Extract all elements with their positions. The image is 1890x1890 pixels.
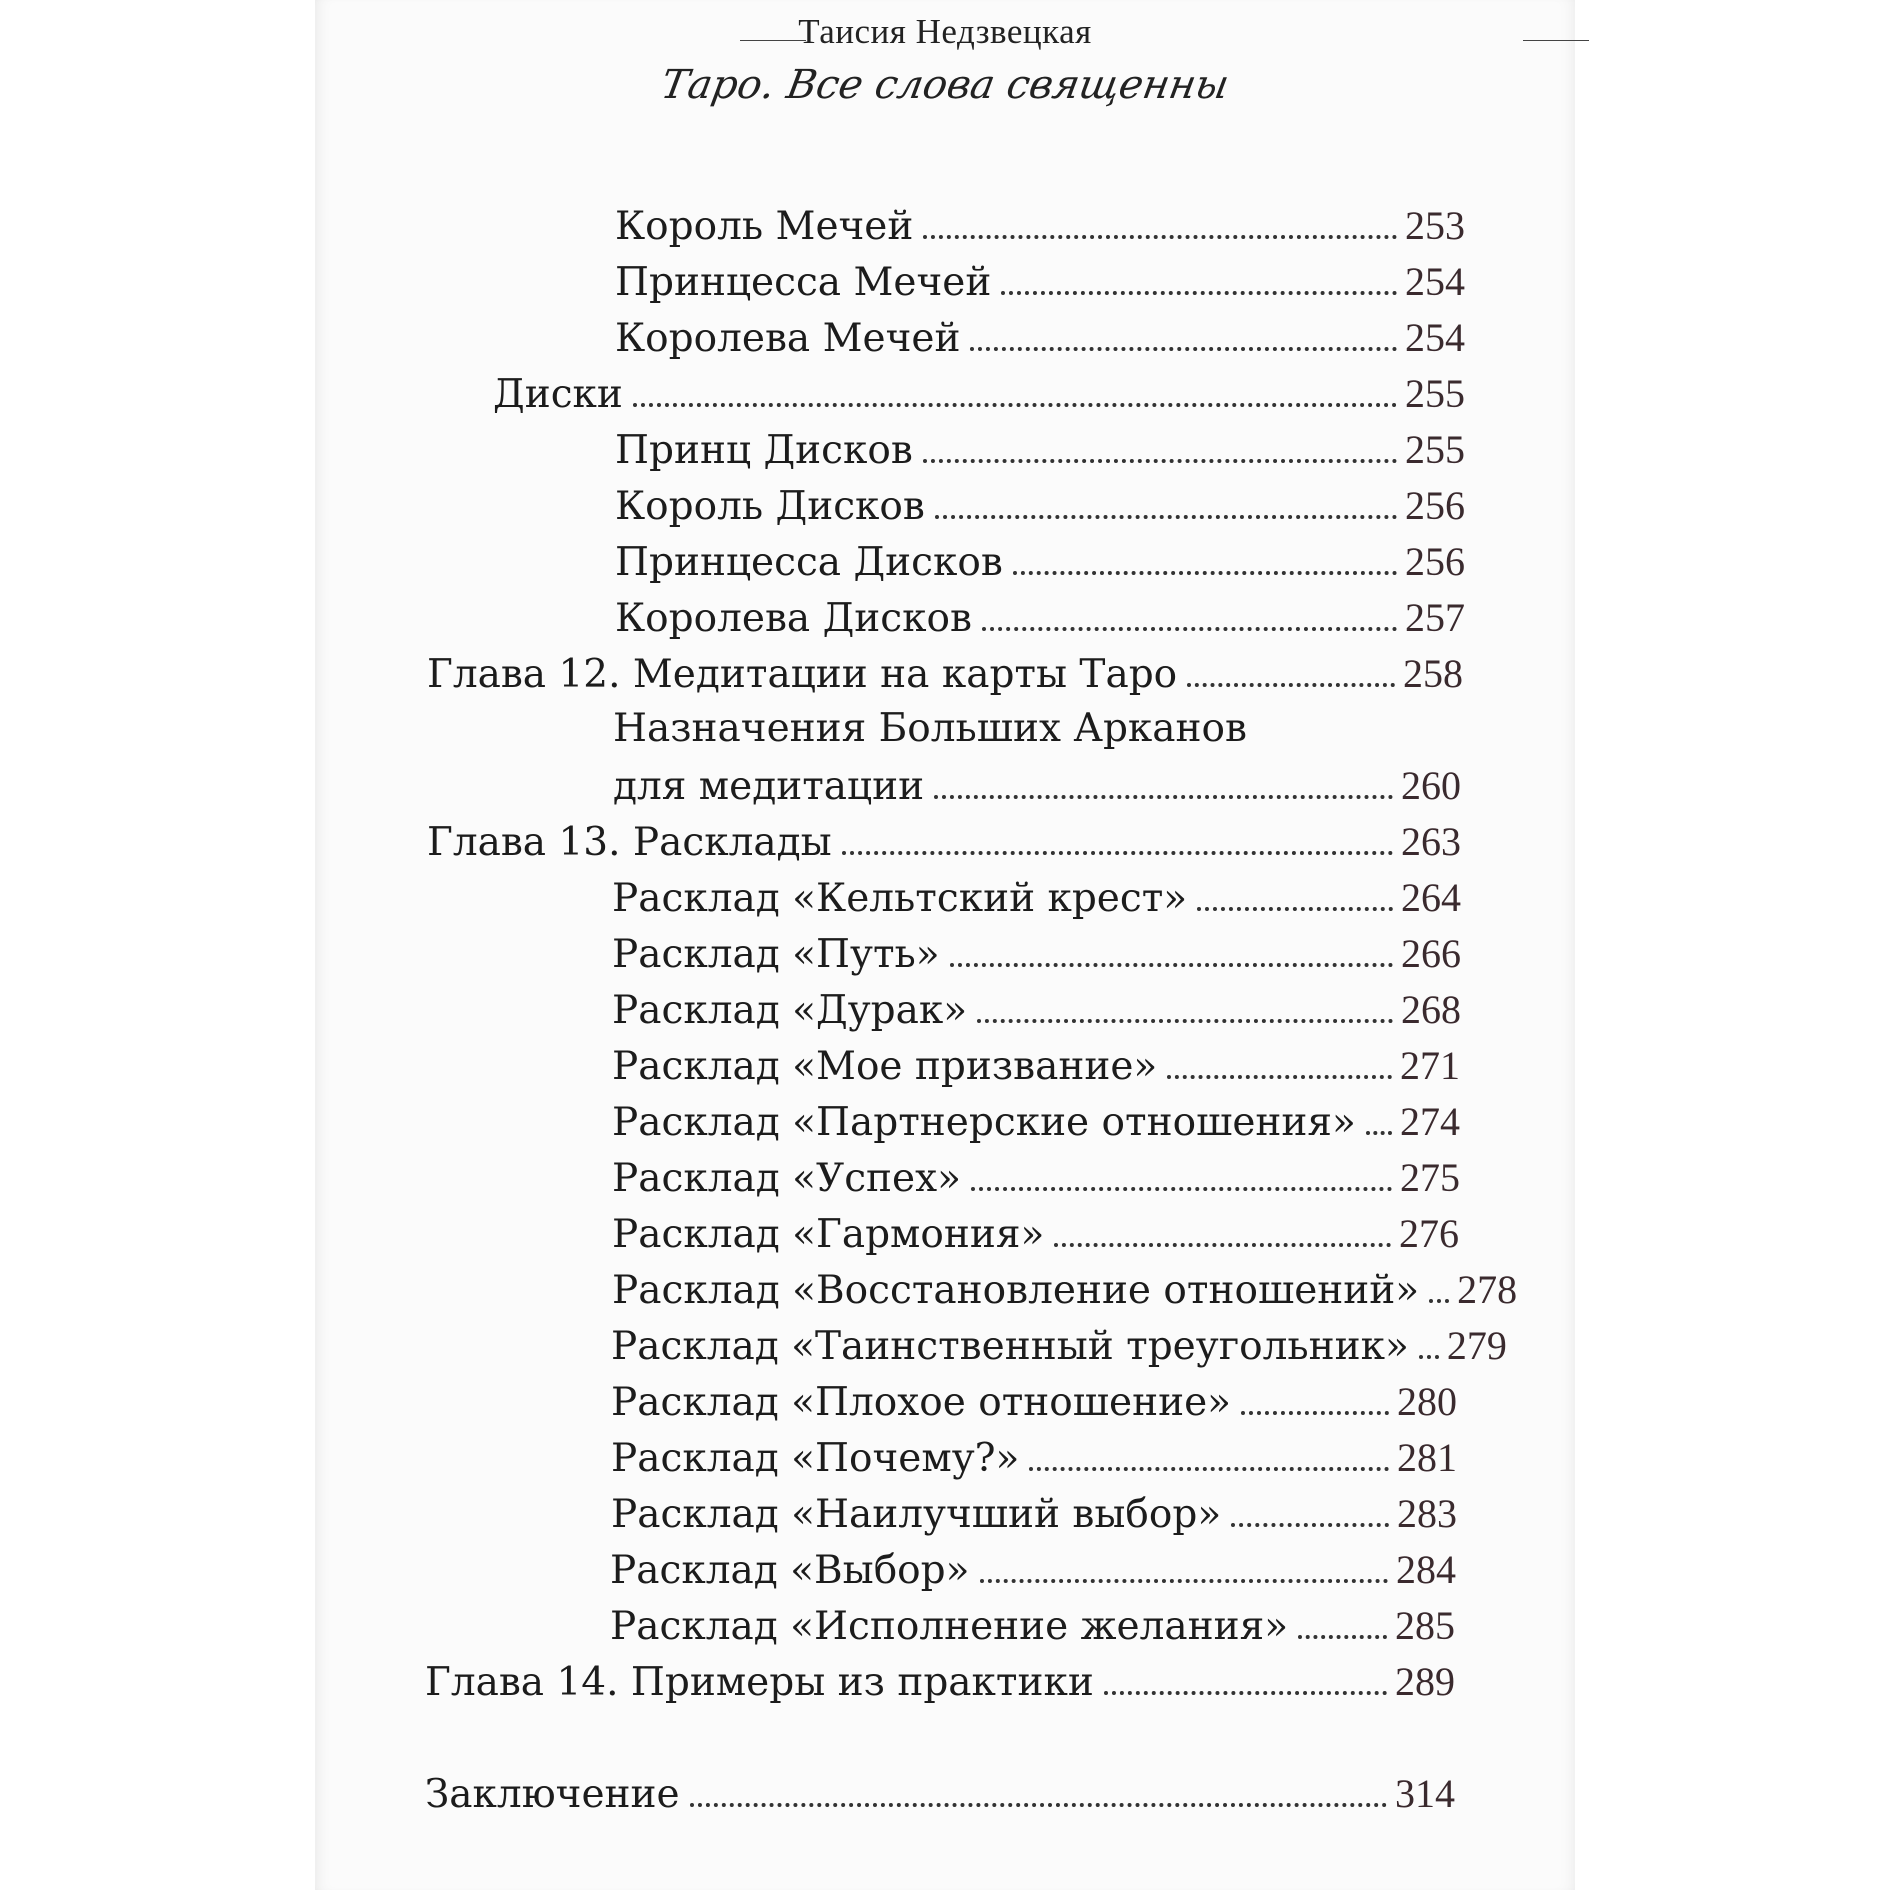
toc-page-number: 266: [1401, 931, 1461, 976]
toc-dot-leader: [1054, 1243, 1391, 1247]
toc-entry-label: Королева Мечей: [615, 316, 961, 361]
toc-entry: [611, 1378, 1457, 1430]
toc-dot-leader: [971, 1187, 1392, 1191]
toc-page-number: 258: [1403, 651, 1463, 696]
toc-entry: [611, 1490, 1457, 1542]
toc-page-number: 255: [1405, 371, 1465, 416]
toc-dot-leader: [934, 795, 1393, 799]
toc-dot-leader: [1167, 1075, 1392, 1079]
toc-entry-label: Принцесса Дисков: [615, 540, 1003, 585]
toc-page-number: 276: [1399, 1211, 1459, 1256]
toc-entry-label: Принцесса Мечей: [615, 260, 992, 305]
toc-entry: [615, 538, 1465, 590]
toc-entry-label: Принц Дисков: [615, 428, 913, 473]
toc-entry: [613, 762, 1461, 814]
toc-dot-leader: [1298, 1635, 1387, 1639]
toc-page-number: 254: [1405, 315, 1465, 360]
toc-page-number: 256: [1405, 483, 1465, 528]
toc-dot-leader: [923, 235, 1397, 239]
toc-entry-label: Расклад «Почему?»: [611, 1436, 1020, 1481]
toc-dot-leader: [1029, 1467, 1389, 1471]
toc-page-number: 268: [1401, 987, 1461, 1032]
toc-entry: [613, 706, 1463, 758]
toc-entry: [615, 482, 1465, 534]
toc-dot-leader: [1231, 1523, 1389, 1527]
toc-entry-label: Глава 14. Примеры из практики: [425, 1660, 1094, 1705]
toc-page-number: 283: [1397, 1491, 1457, 1536]
toc-dot-leader: [970, 347, 1397, 351]
toc-entry-label: Расклад «Выбор»: [610, 1548, 970, 1593]
toc-entry: [612, 986, 1461, 1038]
toc-dot-leader: [950, 963, 1393, 967]
toc-entry-label: Расклад «Партнерские отношения»: [612, 1100, 1356, 1145]
toc-page-number: 255: [1405, 427, 1465, 472]
toc-entry-label: Расклад «Мое призвание»: [612, 1044, 1158, 1089]
toc-entry: [615, 314, 1465, 366]
toc-entry: [612, 1098, 1460, 1150]
toc-dot-leader: [842, 851, 1393, 855]
toc-entry: [615, 426, 1465, 478]
toc-entry: [612, 1042, 1460, 1094]
toc-dot-leader: [633, 403, 1397, 407]
toc-entry-label: Король Дисков: [615, 484, 925, 529]
toc-entry-label: Расклад «Гармония»: [612, 1212, 1045, 1257]
toc-entry-label: Расклад «Исполнение желания»: [610, 1604, 1289, 1649]
toc-page-number: 256: [1405, 539, 1465, 584]
toc-dot-leader: [1197, 907, 1393, 911]
toc-entry-label: Глава 13. Расклады: [427, 820, 832, 865]
toc-entry: [427, 650, 1463, 702]
toc-dot-leader: [982, 627, 1397, 631]
toc-entry: [425, 1658, 1455, 1710]
toc-entry: [612, 1266, 1518, 1318]
toc-dot-leader: [923, 459, 1397, 463]
toc-page-number: 284: [1396, 1547, 1456, 1592]
toc-entry-label: Расклад «Восстановление отношений»: [612, 1268, 1420, 1313]
toc-page-number: 263: [1401, 819, 1461, 864]
toc-dot-leader: [1001, 291, 1397, 295]
toc-entry-label: Заключение: [425, 1772, 680, 1817]
toc-entry-label: Диски: [493, 372, 623, 417]
toc-entry: [612, 1154, 1460, 1206]
toc-entry: [493, 370, 1465, 422]
toc-page-number: 274: [1400, 1099, 1460, 1144]
toc-dot-leader: [690, 1803, 1387, 1807]
toc-entry-label: Назначения Больших Арканов: [613, 706, 1247, 751]
toc-dot-leader: [977, 1019, 1393, 1023]
toc-page-number: 280: [1397, 1379, 1457, 1424]
toc-entry: [425, 1770, 1455, 1822]
toc-page-number: 278: [1457, 1267, 1518, 1312]
toc-entry-label: Расклад «Успех»: [612, 1156, 961, 1201]
toc-entry: [612, 1210, 1459, 1262]
toc-page-number: 285: [1395, 1603, 1455, 1648]
toc-entry: [427, 818, 1461, 870]
toc-entry: [612, 874, 1461, 926]
toc-entry-label: Расклад «Таинственный треугольник»: [611, 1324, 1409, 1369]
header-author: Таисия Недзвецкая: [798, 12, 1092, 51]
toc-page-number: 271: [1400, 1043, 1460, 1088]
toc-entry-label: Расклад «Наилучший выбор»: [611, 1492, 1222, 1537]
toc-entry: [611, 1434, 1457, 1486]
toc-entry: [610, 1546, 1456, 1598]
toc-dot-leader: [1366, 1131, 1392, 1135]
toc-entry: [610, 1602, 1455, 1654]
toc-dot-leader: [1013, 571, 1397, 575]
toc-entry: [612, 930, 1461, 982]
book-page: [315, 0, 1575, 1890]
header-book-title: Таро. Все слова священны: [657, 62, 1233, 108]
toc-dot-leader: [1104, 1691, 1387, 1695]
toc-page-number: 275: [1400, 1155, 1460, 1200]
toc-page-number: 253: [1405, 203, 1465, 248]
toc-entry-label: Расклад «Кельтский крест»: [612, 876, 1188, 921]
toc-entry-label: Глава 12. Медитации на карты Таро: [427, 652, 1178, 697]
toc-entry: [615, 594, 1465, 646]
toc-dot-leader: [1187, 683, 1395, 687]
toc-dot-leader: [980, 1579, 1389, 1583]
toc-dot-leader: [1241, 1411, 1389, 1415]
toc-entry-label: Расклад «Путь»: [612, 932, 940, 977]
toc-entry: [611, 1322, 1507, 1374]
toc-page-number: 254: [1405, 259, 1465, 304]
toc-dot-leader: [935, 515, 1397, 519]
toc-entry-label: Расклад «Плохое отношение»: [611, 1380, 1232, 1425]
toc-page-number: 264: [1401, 875, 1461, 920]
toc-entry-label: Король Мечей: [615, 204, 914, 249]
toc-dot-leader: [1429, 1299, 1449, 1303]
toc-page-number: 257: [1405, 595, 1465, 640]
toc-entry: [615, 202, 1465, 254]
toc-entry-label: для медитации: [613, 764, 925, 809]
table-of-contents: [315, 0, 1575, 1890]
toc-dot-leader: [1419, 1355, 1439, 1359]
toc-page-number: 289: [1395, 1659, 1455, 1704]
toc-page-number: 260: [1401, 763, 1461, 808]
toc-page-number: 314: [1395, 1771, 1455, 1816]
toc-page-number: 279: [1446, 1323, 1507, 1368]
toc-entry: [615, 258, 1465, 310]
toc-entry-label: Королева Дисков: [615, 596, 972, 641]
toc-page-number: 281: [1397, 1435, 1457, 1480]
toc-entry-label: Расклад «Дурак»: [612, 988, 968, 1033]
